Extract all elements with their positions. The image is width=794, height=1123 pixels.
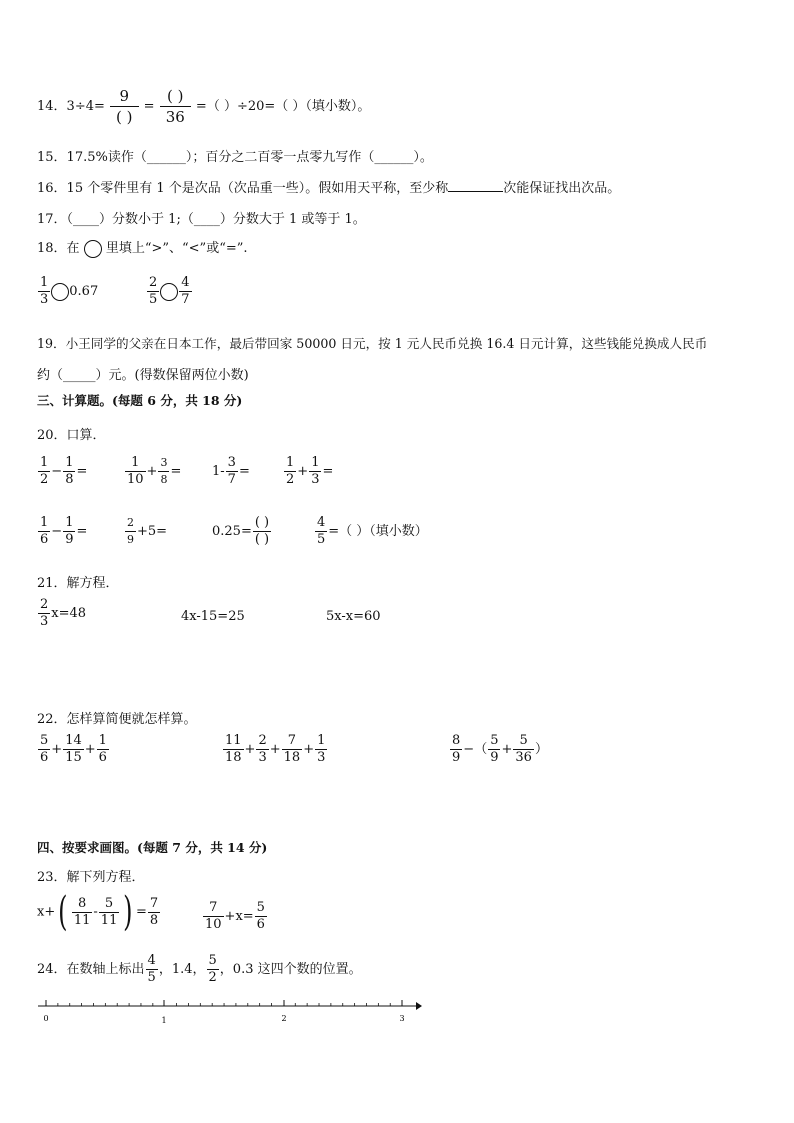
question-19-line-1: 19．小王同学的父亲在日本工作，最后带回家 50000 日元，按 1 元人民币兑换 16.4 日元计算，这些钱能兑换成人民币 (37, 336, 708, 351)
arrow-right-icon (416, 1002, 422, 1010)
q23-e1: x+( $\frac{8}{11}$ - $\frac{5}{11}$ ) = $\frac{7}{8}$ (37, 889, 159, 935)
q23-e2: $\frac{7}{10}$ +x= $\frac{5}{6}$ (205, 900, 265, 932)
question-24: 24．在数轴上标出 $\frac{4}{5}$ ，1.4， $\frac{5}{2}$ ，0.3 这四个数的位置。 (37, 953, 362, 985)
answer-circle-icon[interactable] (160, 283, 178, 301)
q14-fraction-2: ( ) 36 (160, 86, 191, 127)
question-23-title: 23．解下列方程． (37, 870, 145, 885)
q14-fraction-1: 9 ( ) (110, 86, 138, 127)
question-22-title: 22．怎样算简便就怎样算。 (37, 712, 197, 727)
question-19-line-2: 约（_____）元。(得数保留两位小数) (37, 368, 249, 383)
q20-r1-e2: $\frac{1}{10}$ + $\frac{3}{8}$ = (127, 455, 182, 487)
q20-r2-e2: $\frac{2}{9}$ +5= (127, 516, 168, 546)
q14-prefix: 14．3÷4= (37, 99, 105, 114)
tick-label-0: 0 (43, 1014, 49, 1023)
question-18: 18．在 里填上“>”、“<”或“=”. (37, 241, 248, 256)
q20-r1-e3: 1- $\frac{3}{7}$ = (212, 455, 250, 487)
q18-compare-2: $\frac{2}{5}$ $\frac{4}{7}$ (149, 275, 190, 307)
question-14: 14．3÷4= 9 ( ) = ( ) 36 =（ ）÷20=（ ）（填小数）。 (37, 87, 371, 126)
q20-r2-e4: $\frac{4}{5}$ =（ ）（填小数） (317, 515, 428, 547)
compare-circle-icon (84, 240, 102, 258)
q20-r2-e1: $\frac{1}{6}$ − $\frac{1}{9}$ = (40, 515, 88, 547)
q22-e1: $\frac{5}{6}$ + $\frac{14}{15}$ + $\frac{1}{6}$ (40, 733, 107, 765)
tick-label-1: 1 (161, 1016, 167, 1025)
question-21-title: 21．解方程． (37, 576, 119, 591)
answer-circle-icon[interactable] (51, 283, 69, 301)
q18-compare-1: $\frac{1}{3}$ 0.67 (40, 275, 99, 307)
tick-label-3: 3 (399, 1014, 405, 1023)
answer-blank[interactable] (448, 179, 503, 192)
q22-e2: $\frac{11}{18}$ + $\frac{2}{3}$ + $\frac{7}{18}$ + $\frac{1}{3}$ (225, 733, 326, 765)
tick-label-2: 2 (281, 1014, 287, 1023)
question-15: 15．17.5%读作（______）；百分之二百零一点零九写作（______）。 (37, 150, 433, 165)
q20-r2-e3: 0.25= ( ) ( ) (212, 515, 270, 547)
q21-e3: 5x-x=60 (326, 609, 381, 624)
q14-suffix: =（ ）÷20=（ ）（填小数）。 (195, 99, 371, 114)
number-line[interactable] (30, 996, 430, 1028)
question-17: 17．（____）分数小于 1;（____）分数大于 1 或等于 1。 (37, 212, 366, 227)
section-3-title: 三、计算题。(每题 6 分，共 18 分) (37, 393, 243, 408)
q22-e3: $\frac{8}{9}$ −（ $\frac{5}{9}$ + $\frac{5}{36}$ ） (452, 733, 548, 765)
q21-e1: $\frac{2}{3}$ x=48 (40, 597, 87, 629)
section-4-title: 四、按要求画图。(每题 7 分，共 14 分) (37, 840, 268, 855)
q20-r1-e1: $\frac{1}{2}$ − $\frac{1}{8}$ = (40, 455, 88, 487)
question-20-title: 20．口算． (37, 428, 106, 443)
q21-e2: 4x-15=25 (181, 609, 245, 624)
question-16: 16．15 个零件里有 1 个是次品（次品重一些）。假如用天平称，至少称 次能保证找出次品。 (37, 181, 621, 196)
q20-r1-e4: $\frac{1}{2}$ + $\frac{1}{3}$ = (286, 455, 334, 487)
